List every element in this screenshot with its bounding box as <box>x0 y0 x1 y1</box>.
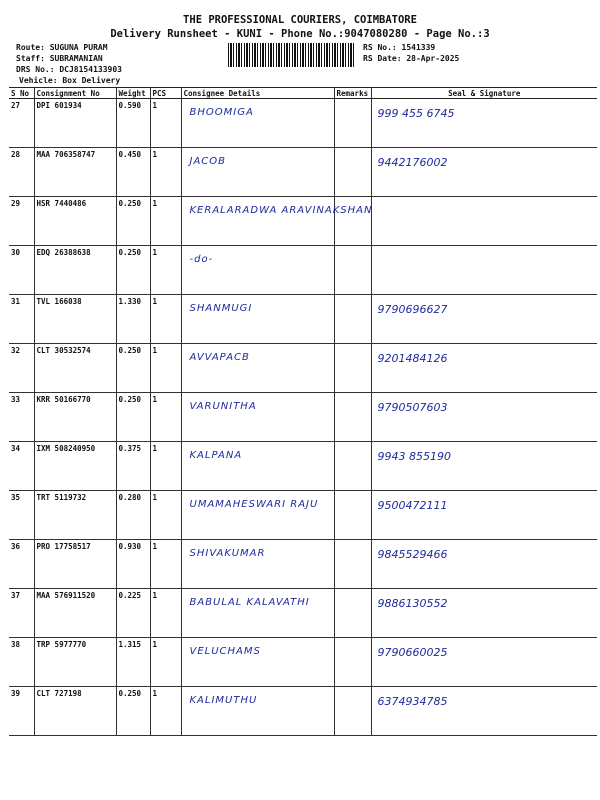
remarks-cell <box>334 638 371 687</box>
col-header-remarks: Remarks <box>334 88 371 99</box>
table-row <box>9 442 597 491</box>
pcs-cell: 1 <box>150 148 181 197</box>
sno-cell: 30 <box>9 246 34 295</box>
consignee-cell: BABULAL KALAVATHI <box>181 589 334 638</box>
table-row <box>9 687 597 736</box>
consignment-number-cell: TRT 5119732 <box>34 491 116 540</box>
consignee-cell: VARUNITHA <box>181 393 334 442</box>
table-row <box>9 344 597 393</box>
consignment-number-cell: TVL 166038 <box>34 295 116 344</box>
consignment-number-cell: MAA 576911520 <box>34 589 116 638</box>
pcs-cell: 1 <box>150 99 181 148</box>
consignment-number-cell: CLT 727198 <box>34 687 116 736</box>
weight-cell: 0.250 <box>116 197 150 246</box>
consignee-cell: AVVAPACB <box>181 344 334 393</box>
remarks-cell <box>334 442 371 491</box>
table-row <box>9 148 597 197</box>
table-row <box>9 295 597 344</box>
weight-cell: 0.450 <box>116 148 150 197</box>
weight-cell: 0.250 <box>116 393 150 442</box>
remarks-cell <box>334 540 371 589</box>
signature-cell: 9943 855190 <box>371 442 597 491</box>
consignee-cell: KERALARADWA ARAVINAKSHAN <box>181 197 334 246</box>
table-row <box>9 540 597 589</box>
consignment-number-cell: CLT 30532574 <box>34 344 116 393</box>
pcs-cell: 1 <box>150 491 181 540</box>
weight-cell: 0.375 <box>116 442 150 491</box>
table-header-row <box>9 88 597 99</box>
page-title: THE PROFESSIONAL COURIERS, COIMBATORE <box>183 14 417 26</box>
signature-cell: 9790507603 <box>371 393 597 442</box>
consignment-number-cell: TRP 5977770 <box>34 638 116 687</box>
signature-cell: 9500472111 <box>371 491 597 540</box>
rs-number: RS No.: 1541339 <box>363 43 436 52</box>
pcs-cell: 1 <box>150 393 181 442</box>
sno-cell: 38 <box>9 638 34 687</box>
signature-cell <box>371 246 597 295</box>
table-row <box>9 491 597 540</box>
runsheet-subtitle: Delivery Runsheet - KUNI - Phone No.:9047080280 - Page No.:3 <box>110 28 490 40</box>
weight-cell: 0.280 <box>116 491 150 540</box>
consignment-number-cell: DPI 601934 <box>34 99 116 148</box>
table-row <box>9 99 597 148</box>
sno-cell: 39 <box>9 687 34 736</box>
remarks-cell <box>334 344 371 393</box>
signature-cell: 9442176002 <box>371 148 597 197</box>
sno-cell: 35 <box>9 491 34 540</box>
pcs-cell: 1 <box>150 540 181 589</box>
consignee-cell: SHIVAKUMAR <box>181 540 334 589</box>
consignee-cell: KALPANA <box>181 442 334 491</box>
signature-cell: 9790696627 <box>371 295 597 344</box>
sno-cell: 29 <box>9 197 34 246</box>
weight-cell: 0.225 <box>116 589 150 638</box>
pcs-cell: 1 <box>150 442 181 491</box>
remarks-cell <box>334 393 371 442</box>
consignee-cell: BHOOMIGA <box>181 99 334 148</box>
consignee-cell: JACOB <box>181 148 334 197</box>
signature-cell: 6374934785 <box>371 687 597 736</box>
remarks-cell <box>334 295 371 344</box>
remarks-cell <box>334 687 371 736</box>
rs-date: RS Date: 28-Apr-2025 <box>363 54 460 63</box>
consignment-number-cell: PRO 17758517 <box>34 540 116 589</box>
weight-cell: 1.315 <box>116 638 150 687</box>
table-row <box>9 589 597 638</box>
signature-cell: 9790660025 <box>371 638 597 687</box>
pcs-cell: 1 <box>150 687 181 736</box>
route-text: Route: SUGUNA PURAM <box>16 43 108 52</box>
col-header-consignee: Consignee Details <box>181 88 334 99</box>
pcs-cell: 1 <box>150 295 181 344</box>
drs-number: DRS No.: DCJ8154133903 <box>16 65 122 74</box>
sno-cell: 28 <box>9 148 34 197</box>
col-header-consignment: Consignment No <box>34 88 116 99</box>
consignee-cell: UMAMAHESWARI RAJU <box>181 491 334 540</box>
weight-cell: 0.590 <box>116 99 150 148</box>
weight-cell: 0.250 <box>116 246 150 295</box>
table-row <box>9 393 597 442</box>
staff-text: Staff: SUBRAMANIAN <box>16 54 103 63</box>
signature-cell: 9201484126 <box>371 344 597 393</box>
consignment-number-cell: IXM 508240950 <box>34 442 116 491</box>
pcs-cell: 1 <box>150 589 181 638</box>
sno-cell: 36 <box>9 540 34 589</box>
weight-cell: 0.250 <box>116 687 150 736</box>
signature-cell <box>371 197 597 246</box>
consignment-number-cell: EDQ 26388638 <box>34 246 116 295</box>
sno-cell: 33 <box>9 393 34 442</box>
sno-cell: 37 <box>9 589 34 638</box>
signature-cell: 9886130552 <box>371 589 597 638</box>
sno-cell: 32 <box>9 344 34 393</box>
col-header-sno: S No <box>9 88 34 99</box>
col-header-pcs: PCS <box>150 88 181 99</box>
consignee-cell: KALIMUTHU <box>181 687 334 736</box>
pcs-cell: 1 <box>150 197 181 246</box>
sno-cell: 34 <box>9 442 34 491</box>
remarks-cell <box>334 148 371 197</box>
weight-cell: 0.930 <box>116 540 150 589</box>
sno-cell: 31 <box>9 295 34 344</box>
pcs-cell: 1 <box>150 638 181 687</box>
weight-cell: 1.330 <box>116 295 150 344</box>
table-row <box>9 638 597 687</box>
signature-cell: 999 455 6745 <box>371 99 597 148</box>
runsheet-table <box>9 87 597 736</box>
table-row <box>9 197 597 246</box>
vehicle-text: Vehicle: Box Delivery <box>19 76 121 85</box>
consignment-number-cell: HSR 7440486 <box>34 197 116 246</box>
remarks-cell <box>334 246 371 295</box>
signature-cell: 9845529466 <box>371 540 597 589</box>
barcode <box>228 43 354 67</box>
consignment-number-cell: MAA 706358747 <box>34 148 116 197</box>
col-header-signature: Seal & Signature <box>371 88 597 99</box>
consignment-number-cell: KRR 50166770 <box>34 393 116 442</box>
table-row <box>9 246 597 295</box>
col-header-weight: Weight <box>116 88 150 99</box>
remarks-cell <box>334 99 371 148</box>
consignee-cell: VELUCHAMS <box>181 638 334 687</box>
consignee-cell: SHANMUGI <box>181 295 334 344</box>
remarks-cell <box>334 491 371 540</box>
consignee-cell: -do- <box>181 246 334 295</box>
weight-cell: 0.250 <box>116 344 150 393</box>
sno-cell: 27 <box>9 99 34 148</box>
pcs-cell: 1 <box>150 246 181 295</box>
remarks-cell <box>334 589 371 638</box>
remarks-cell <box>334 197 371 246</box>
pcs-cell: 1 <box>150 344 181 393</box>
